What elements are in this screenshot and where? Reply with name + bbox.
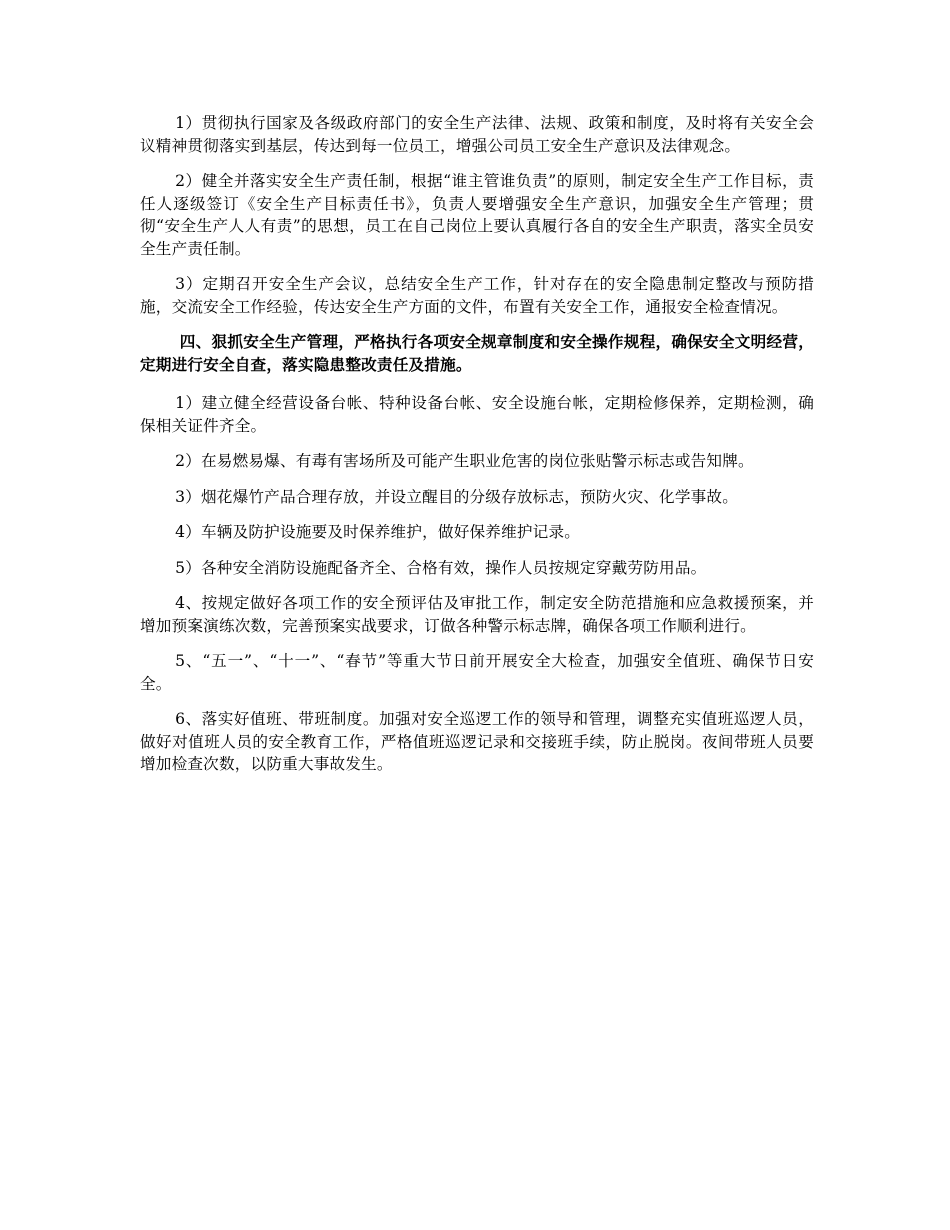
paragraph-item-9: 4、按规定做好各项工作的安全预评估及审批工作，制定安全防范措施和应急救援预案，并增加预案演练次数，完善预案实战要求，订做各种警示标志牌，确保各项工作顺利进行。 — [140, 594, 814, 635]
paragraph-item-3: 3）定期召开安全生产会议，总结安全生产工作，针对存在的安全隐患制定整改与预防措施，交流安全工作经验，传达安全生产方面的文件，布置有关安全工作，通报安全检查情况。 — [140, 275, 814, 316]
paragraph-item-10: 5、“五一”、“十一”、“春节”等重大节日前开展安全大检查，加强安全值班、确保节日安全。 — [140, 652, 814, 693]
paragraph-item-6: 3）烟花爆竹产品合理存放，并设立醒目的分级存放标志，预防火灾、化学事故。 — [175, 487, 738, 506]
paragraph-item-8: 5）各种安全消防设施配备齐全、合格有效，操作人员按规定穿戴劳防用品。 — [175, 558, 707, 577]
paragraph-item-2: 2）健全并落实安全生产责任制，根据“谁主管谁负责”的原则，制定安全生产工作目标，责任人逐级签订《安全生产目标责任书》，负责人要增强安全生产意识，加强安全生产管理；贯彻“安全生产人人有责”的思想，员工在自己岗位上要认真履行各自的安全生产职责，落实全员安全生产责任制。 — [140, 172, 814, 258]
paragraph-item-7: 4）车辆及防护设施要及时保养维护，做好保养维护记录。 — [175, 523, 581, 541]
paragraph-item-1: 1）贯彻执行国家及各级政府部门的安全生产法律、法规、政策和制度，及时将有关安全会议精神贯彻落实到基层，传达到每一位员工，增强公司员工安全生产意识及法律观念。 — [140, 114, 814, 155]
section-heading-4: 四、狠抓安全生产管理，严格执行各项安全规章制度和安全操作规程，确保安全文明经营，定期进行安全自查，落实隐患整改责任及措施。 — [140, 332, 814, 374]
document-body — [140, 112, 814, 789]
paragraph-item-4: 1）建立健全经营设备台帐、特种设备台帐、安全设施台帐，定期检修保养，定期检测，确保相关证件齐全。 — [140, 394, 814, 435]
paragraph-item-11: 6、落实好值班、带班制度。加强对安全巡逻工作的领导和管理，调整充实值班巡逻人员，做好对值班人员的安全教育工作，严格值班巡逻记录和交接班手续，防止脱岗。夜间带班人员要增加检查次数，以防重大事故发生。 — [140, 710, 814, 773]
paragraph-item-5: 2）在易燃易爆、有毒有害场所及可能产生职业危害的岗位张贴警示标志或告知牌。 — [175, 452, 754, 470]
